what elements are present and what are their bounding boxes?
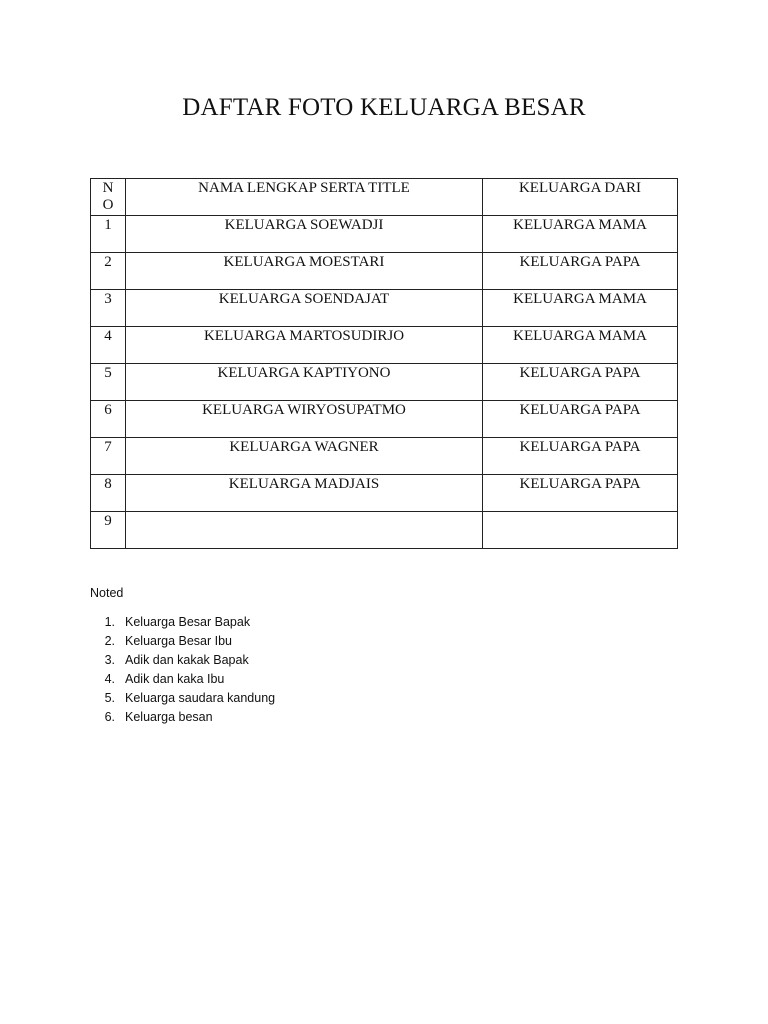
table-row xyxy=(91,401,678,438)
list-item-text: Keluarga besan xyxy=(125,710,213,724)
cell-name: KELUARGA SOEWADJI xyxy=(126,216,483,253)
list-item-text: Keluarga saudara kandung xyxy=(125,691,276,705)
list-item-number: 4. xyxy=(104,672,115,686)
cell-name: KELUARGA WAGNER xyxy=(126,438,483,475)
cell-name: KELUARGA MARTOSUDIRJO xyxy=(126,327,483,364)
list-item-text: Keluarga Besar Ibu xyxy=(125,634,233,648)
table-row xyxy=(91,216,678,253)
list-item-number: 1. xyxy=(104,615,115,629)
list-item-text: Keluarga Besar Bapak xyxy=(125,615,251,629)
page-title: DAFTAR FOTO KELUARGA BESAR xyxy=(182,94,586,121)
table-row xyxy=(91,327,678,364)
cell-name: KELUARGA MOESTARI xyxy=(126,253,483,290)
header-from: KELUARGA DARI xyxy=(483,179,678,216)
cell-no: 7 xyxy=(91,438,126,475)
list-item-number: 3. xyxy=(104,653,115,667)
table-row xyxy=(91,438,678,475)
list-item-number: 5. xyxy=(104,691,115,705)
cell-no: 4 xyxy=(91,327,126,364)
list-item-number: 2. xyxy=(104,634,115,648)
table-row xyxy=(91,364,678,401)
list-item xyxy=(90,670,275,689)
cell-from: KELUARGA MAMA xyxy=(483,216,678,253)
list-item xyxy=(90,651,275,670)
cell-no: 2 xyxy=(91,253,126,290)
cell-name xyxy=(126,512,483,549)
cell-name: KELUARGA SOENDAJAT xyxy=(126,290,483,327)
list-item xyxy=(90,708,275,727)
list-item xyxy=(90,632,275,651)
header-no: N O xyxy=(91,179,126,216)
cell-no: 9 xyxy=(91,512,126,549)
list-item-text: Adik dan kaka Ibu xyxy=(125,672,225,686)
cell-from: KELUARGA MAMA xyxy=(483,290,678,327)
table-row xyxy=(91,475,678,512)
list-item xyxy=(90,689,275,708)
cell-no: 8 xyxy=(91,475,126,512)
cell-from: KELUARGA PAPA xyxy=(483,364,678,401)
cell-from: KELUARGA PAPA xyxy=(483,438,678,475)
list-item-number: 6. xyxy=(104,710,115,724)
cell-from: KELUARGA PAPA xyxy=(483,475,678,512)
list-item xyxy=(90,613,275,632)
cell-name: KELUARGA MADJAIS xyxy=(126,475,483,512)
cell-from xyxy=(483,512,678,549)
cell-from: KELUARGA PAPA xyxy=(483,401,678,438)
cell-from: KELUARGA MAMA xyxy=(483,327,678,364)
notes-label: Noted xyxy=(90,586,124,600)
cell-no: 5 xyxy=(91,364,126,401)
table-row xyxy=(91,290,678,327)
cell-no: 1 xyxy=(91,216,126,253)
table-row xyxy=(91,512,678,549)
cell-no: 6 xyxy=(91,401,126,438)
cell-from: KELUARGA PAPA xyxy=(483,253,678,290)
family-photo-table xyxy=(90,178,678,549)
header-name: NAMA LENGKAP SERTA TITLE xyxy=(126,179,483,216)
table-row xyxy=(91,253,678,290)
list-item-text: Adik dan kakak Bapak xyxy=(125,653,249,667)
notes-list xyxy=(90,613,275,727)
table-header-row xyxy=(91,179,678,216)
cell-name: KELUARGA KAPTIYONO xyxy=(126,364,483,401)
cell-name: KELUARGA WIRYOSUPATMO xyxy=(126,401,483,438)
cell-no: 3 xyxy=(91,290,126,327)
